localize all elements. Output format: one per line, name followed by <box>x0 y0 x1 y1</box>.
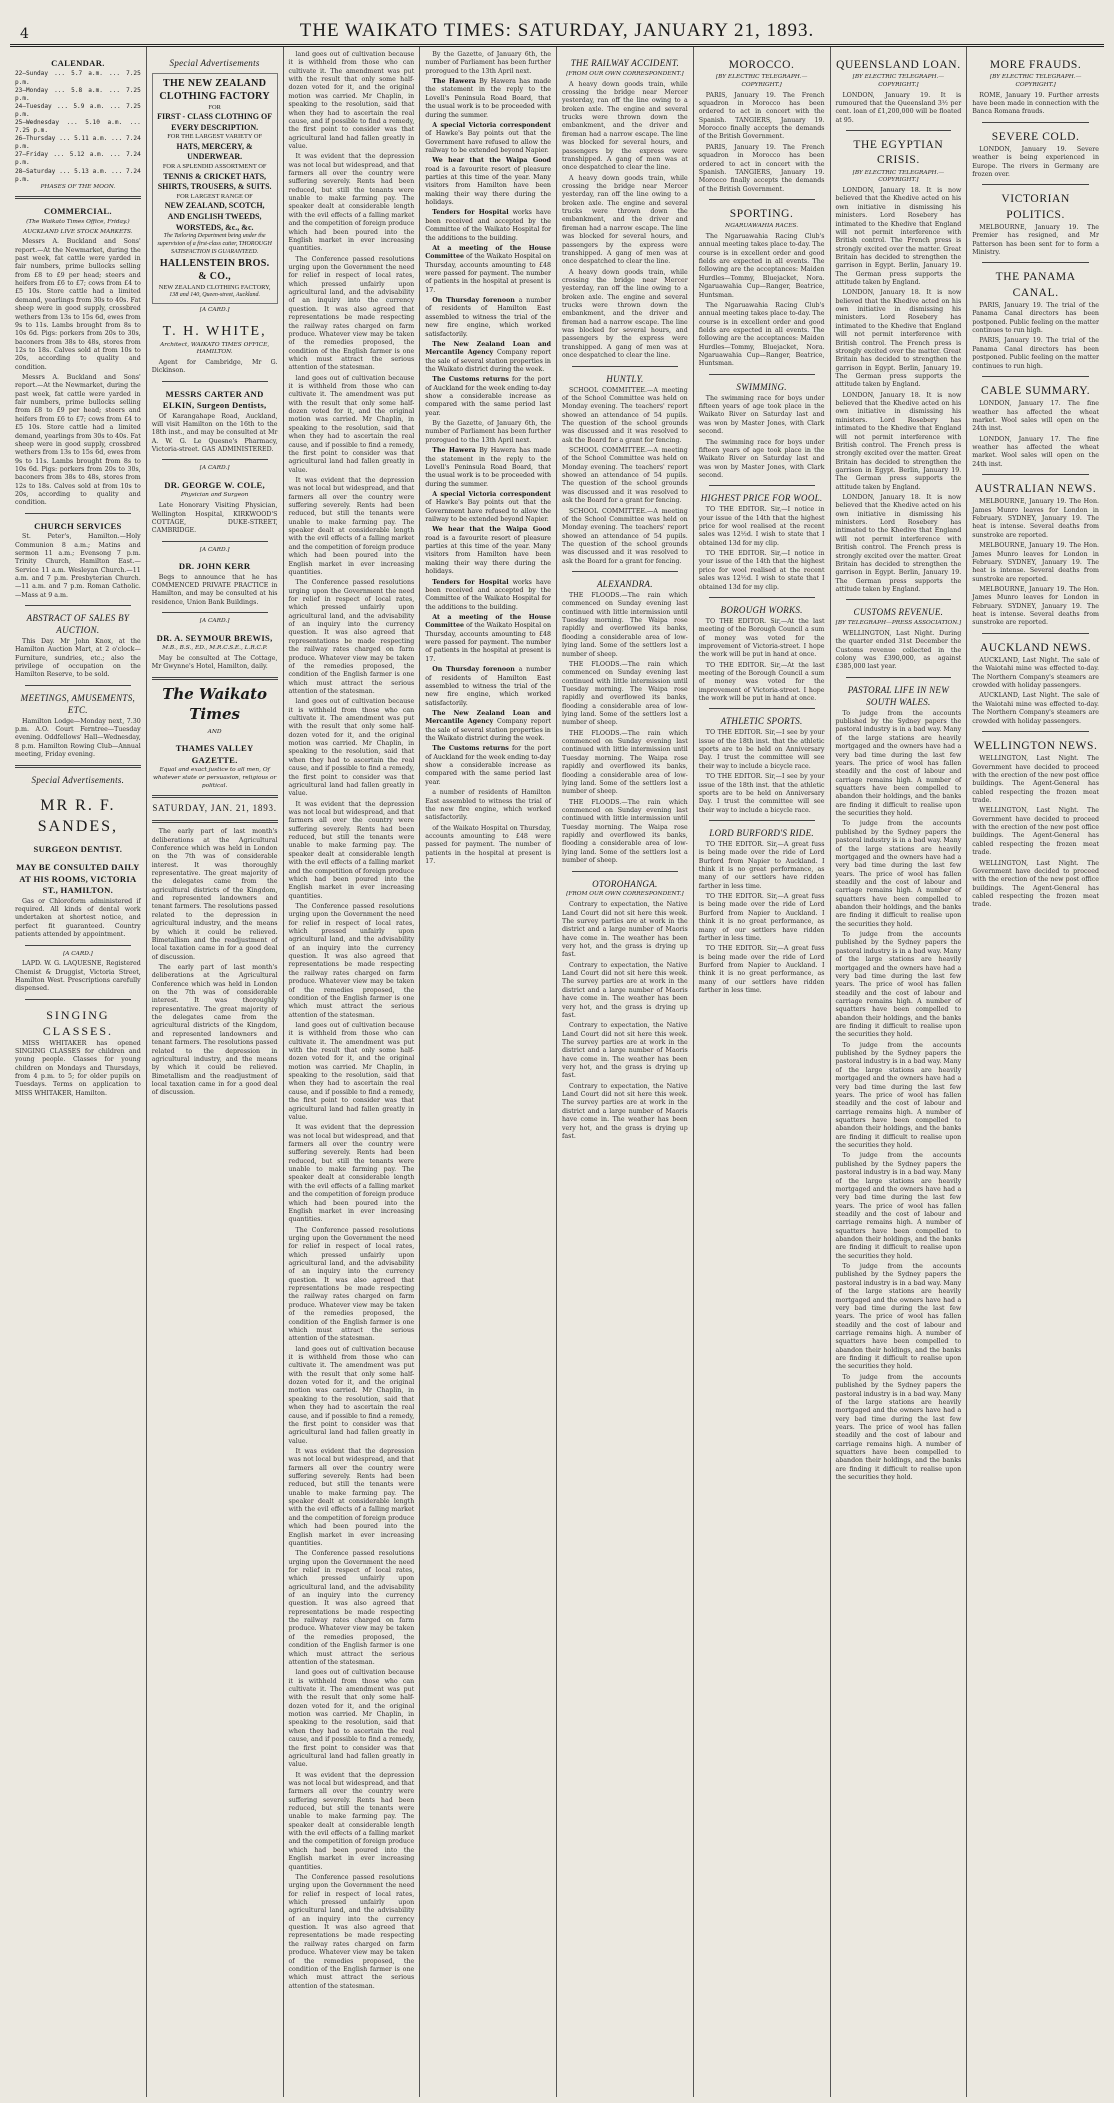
col3-text-16: land goes out of cultivation because it is withheld from those who can cultivate it. The amendment was put with the result that only some half-dozen voted for it, and the original motion was carried. Mr Chaplin, in speaking to the resolution, said that when they had to ascertain the real cause, and if possible to find a remedy, the first point to consider was that agricultural land had fallen greatly in value. <box>288 1669 415 1769</box>
athletic-text: TO THE EDITOR. Sir,—I see by your issue of the 18th inst. that the athletic sports are to be held on Anniversary Day. I trust the committee will see their way to include a bicycle race. <box>698 729 825 770</box>
church-text: St. Peter's, Hamilton.—Holy Communion 8 a.m.; Matins and sermon 11 a.m.; Evensong 7 p.m. Trinity Church, Hamilton East.—Service 11 a.m. Wesleyan Church.—11 a.m. and 7 p.m. Presbyterian Church.—11 a.m. and 7 p.m. Roman Catholic.—Mass at 9 a.m. <box>15 533 141 599</box>
column-7 <box>831 47 968 2097</box>
pastoral-text-7: To judge from the accounts published by the Sydney papers the pastoral industry is in a bad way. Many of the large stations are heavily mortgaged and the owners have had a very bad time during the last few years. The price of wool has fallen steadily and the cost of labour and carriage remains high. A number of squatters have been compelled to abandon their holdings, and the banks are finding it difficult to realise upon the securities they hold. <box>835 1373 962 1482</box>
frauds-sub: [BY ELECTRIC TELEGRAPH.—COPYRIGHT.] <box>989 74 1082 88</box>
railway-text-3: A heavy down goods train, while crossing the bridge near Mercer yesterday, ran off the line owing to a broken axle. The engine and several trucks were thrown down the embankment, and the driver and fireman had a narrow escape. The line was blocked for several hours, and passengers by the express were transhipped. A gang of men was at once despatched to clear the line. <box>562 268 688 360</box>
col4-body-18: for the port of Auckland for the week ending to-day show a considerable increase as compared with the same period last year. <box>425 745 552 786</box>
nz-clothing-ad <box>152 73 278 304</box>
col4-body-14: works have been received and accepted by the Committee of the Waikato Hospital for the additions to the building. <box>425 578 551 611</box>
otorohanga-heading: OTOROHANGA. <box>592 878 658 889</box>
col4-head-10: A special Victoria correspondent <box>432 490 551 498</box>
meetings-heading: MEETINGS, AMUSEMENTS, ETC. <box>20 692 136 715</box>
col4-body-5: works have been received and accepted by the Committee of the Waikato Hospital for the additions to the building. <box>425 209 551 242</box>
sporting-text: The Ngaruawahia Racing Club's annual meeting takes place to-day. The course is in excellent order and good fields are expected in all events. The following are the acceptances: Maiden Hurdles—Tommy, Bluejacket, Nora. Ngaruawahia Cup—Ranger, Beatrice, Huntsman. <box>698 232 825 299</box>
otorohanga-text: Contrary to expectation, the Native Land Court did not sit here this week. The survey parties are at work in the district and a large number of Maoris have come in. The weather has been very hot, and the grass is drying up fast. <box>562 901 688 959</box>
auckland-heading: AUCKLAND NEWS. <box>979 641 1092 654</box>
col4-text-20: of the Waikato Hospital on Thursday, accounts amounting to £48 were passed for payment. The number of patients in the hospital at present is 17. <box>425 824 551 866</box>
col4-body-12: of Hawke's Bay points out that the Government have refused to allow the railway to be extended beyond Napier. <box>425 499 551 524</box>
calendar-row: 22—Sunday ... 5.7 a.m. ... 7.25 p.m. <box>15 70 141 86</box>
meetings-text: Hamilton Lodge—Monday next, 7.30 p.m. A.O. Court Ferntree—Tuesday evening. Oddfellows' Hall—Wednesday, 8 p.m. Hamilton Rowing Club—Annual meeting, Friday evening. <box>15 717 141 759</box>
col4-body-8: Company report the sale of several station properties in the Waikato district during the week. <box>425 349 551 373</box>
burford-text: TO THE EDITOR. Sir,—A great fuss is being made over the ride of Lord Burford from Napier to Auckland. I think it is no great performance, as many of our settlers have ridden farther in less time. <box>698 840 825 890</box>
calendar-heading: CALENDAR. <box>51 58 105 68</box>
australian-text: MELBOURNE, January 19. The Hon. James Munro leaves for London in February. SYDNEY, January 19. The heat is intense. Several deaths from sunstroke are reported. <box>972 498 1099 539</box>
wool-heading: HIGHEST PRICE FOR WOOL. <box>700 493 823 504</box>
column-6 <box>694 47 831 2097</box>
borough-heading: BOROUGH WORKS. <box>720 604 803 615</box>
col4-body-9: for the port of Auckland for the week ending to-day show a considerable increase as compared with the same period last year. <box>425 376 552 417</box>
nz-clothing-title: THE NEW ZEALAND <box>163 77 267 89</box>
col3-text-6: The Conference passed resolutions urging upon the Government the need for relief in respect of local rates, which pressed unfairly upon agricultural land, and the advisability of an inquiry into the currency question. It was also agreed that representations be made respecting the railway rates charged on farm produce. Whatever view may be taken of the remedies proposed, the condition of the English farmer is one which must attract the serious attention of the statesman. <box>288 579 415 695</box>
ad-hallenstein: HALLENSTEIN BROS. & CO., <box>159 258 270 283</box>
col3-text-9: The Conference passed resolutions urging upon the Government the need for relief in respect of local rates, which pressed unfairly upon agricultural land, and the advisability of an inquiry into the currency question. It was also agreed that representations be made respecting the railway rates charged on farm produce. Whatever view may be taken of the remedies proposed, the condition of the English farmer is one which must attract the serious attention of the statesman. <box>288 902 415 1019</box>
col4-body-13: road is a favourite resort of pleasure parties at this time of the year. Many visitors from Hamilton have been making their way there during the holidays. <box>425 534 551 576</box>
egypt-heading: THE EGYPTIAN CRISIS. <box>853 139 944 167</box>
ad-largest: FOR THE LARGEST VARIETY OF <box>167 133 263 141</box>
ad-range: FOR LARGEST RANGE OF <box>176 192 253 200</box>
special-ads-heading: Special Advertisements. <box>31 774 125 785</box>
col4-item-2 <box>425 78 551 120</box>
column-2 <box>147 47 284 2097</box>
cold-text: LONDON, January 19. Severe weather is being experienced in Europe. The rivers in Germany are frozen over. <box>972 146 1099 179</box>
alexandra-text-4: THE FLOODS.—The rain which commenced on Sunday evening last continued with little intermission until Tuesday morning. The Waipa rose rapidly and overflowed its banks, flooding a considerable area of low-lying land. Some of the settlers lost a number of sheep. <box>562 798 688 865</box>
cole-name: DR. GEORGE W. COLE, <box>164 480 265 491</box>
col4-item-17 <box>425 710 551 743</box>
commercial-heading: COMMERCIAL. <box>43 206 112 217</box>
col3-text-13: land goes out of cultivation because it is withheld from those who can cultivate it. The amendment was put with the result that only some half-dozen voted for it, and the original motion was carried. Mr Chaplin, in speaking to the resolution, said that when they had to ascertain the real cause, and if possible to find a remedy, the first point to consider was that agricultural land had fallen greatly in value. <box>288 1345 415 1445</box>
pastoral-text-2: To judge from the accounts published by the Sydney papers the pastoral industry is in a bad way. Many of the large stations are heavily mortgaged and the owners have had a very bad time during the last few years. The price of wool has fallen steadily and the cost of labour and carriage remains high. A number of squatters have been compelled to abandon their holdings, and the banks are finding it difficult to realise upon the securities they hold. <box>835 820 962 928</box>
calendar-row: 28—Saturday ... 5.13 a.m. ... 7.24 p.m. <box>15 167 141 183</box>
pastoral-text-4: To judge from the accounts published by the Sydney papers the pastoral industry is in a bad way. Many of the large stations are heavily mortgaged and the owners have had a very bad time during the last few years. The price of wool has fallen steadily and the cost of labour and carriage remains high. A number of squatters have been compelled to abandon their holdings, and the banks are finding it difficult to realise upon the securities they hold. <box>835 1041 962 1150</box>
column-1 <box>10 47 147 2097</box>
calendar-row: 23—Monday ... 5.8 a.m. ... 7.25 p.m. <box>15 86 141 102</box>
column-4 <box>420 47 557 2097</box>
col3-text-18: The Conference passed resolutions urging upon the Government the need for relief in respect of local rates, which pressed unfairly upon agricultural land, and the advisability of an inquiry into the currency question. It was also agreed that representations be made respecting the railway rates charged on farm produce. Whatever view may be taken of the remedies proposed, the condition of the English farmer is one which must attract the serious attention of the statesman. <box>288 1873 415 1990</box>
col4-head-3: We hear that the Waipa Good <box>432 157 551 165</box>
col4-item-14 <box>425 579 551 612</box>
col3-text-14: It was evident that the depression was not local but widespread, and that farmers all over the country were suffering severely. Rents had been reduced, but still the tenants were unable to make farming pay. The speaker dealt at considerable length with the evil effects of a falling market and the competition of foreign produce which had been poured into the English market in ever increasing quantities. <box>288 1447 415 1547</box>
col4-text-1: By the Gazette, of January 6th, the number of Parliament has been further prorogued to the 13th April next. <box>425 51 551 75</box>
col4-body-15: of the Waikato Hospital on Thursday, accounts amounting to £48 were passed for payment. The number of patients in the hospital at present is 17. <box>425 622 551 663</box>
railway-heading: THE RAILWAY ACCIDENT. <box>570 58 680 68</box>
auckland-text-2: AUCKLAND, Last Night. The sale of the Waiotahi mine was effected to-day. The Northern Company's steamers are crowded with holiday passengers. <box>972 692 1099 725</box>
col4-head-1: The Hawera <box>432 78 476 86</box>
morocco-sub: [BY ELECTRIC TELEGRAPH.—COPYRIGHT.] <box>715 74 808 88</box>
church-heading: CHURCH SERVICES <box>34 520 122 531</box>
col3-text-12: The Conference passed resolutions urging upon the Government the need for relief in respect of local rates, which pressed unfairly upon agricultural land, and the advisability of an inquiry into the currency question. It was also agreed that representations be made respecting the railway rates charged on farm produce. Whatever view may be taken of the remedies proposed, the condition of the English farmer is one which must attract the serious attention of the statesman. <box>288 1226 415 1343</box>
ad-tailoring: The Tailoring Department being under the supervision of a first-class cutter, THOROUGH SATISFACTION IS GUARANTEED. <box>157 233 272 256</box>
col3-text-11: It was evident that the depression was not local but widespread, and that farmers all over the country were suffering severely. Rents had been reduced, but still the tenants were unable to make farming pay. The speaker dealt at considerable length with the evil effects of a falling market and the competition of foreign produce which had been poured into the English market in ever increasing quantities. <box>288 1124 415 1224</box>
burford-heading: LORD BURFORD'S RIDE. <box>709 827 814 838</box>
cole-text: Late Honorary Visiting Physician, Wellington Hospital, KIRKWOOD'S COTTAGE, DUKE-STREET, CAMBRIDGE. <box>151 502 278 535</box>
page-number: 4 <box>20 26 29 42</box>
white-sub: Architect, WAIKATO TIMES OFFICE, HAMILTON. <box>160 341 270 356</box>
calendar-row: 27—Friday ... 5.12 a.m. ... 7.24 p.m. <box>15 151 141 167</box>
burford-text-3: TO THE EDITOR. Sir,—A great fuss is being made over the ride of Lord Burford from Napier to Auckland. I think it is no great performance, as many of our settlers have ridden farther in less time. <box>698 945 825 995</box>
huntly-text-3: SCHOOL COMMITTEE.—A meeting of the School Committee was held on Monday evening. The teachers' report showed an attendance of 54 pupils. The question of the school grounds was discussed and it was resolved to ask the Board for a grant for fencing. <box>562 507 688 565</box>
customs-text: WELLINGTON, Last Night. During the quarter ended 31st December the Customs revenue collected in the colony was £390,000, as against £385,000 last year. <box>835 630 962 671</box>
col4-body-2: By Hawera has made the statement in the reply to the Lovell's Peninsula Road Board, that the usual work is to be proceeded with during the summer. <box>425 78 551 119</box>
col4-item-9 <box>425 376 551 418</box>
wool-text-2: TO THE EDITOR. Sir,—I notice in your issue of the 14th that the highest price for wool realised at the recent sales was 12½d. I wish to state that I obtained 13d for my clip. <box>698 550 825 591</box>
abstract-heading: ABSTRACT OF SALES BY AUCTION. <box>26 613 130 636</box>
calendar-row: 24—Tuesday ... 5.9 a.m. ... 7.25 p.m. <box>15 102 141 118</box>
swimming-text-2: The swimming race for boys under fifteen years of age took place in the Waikato River on Saturday last and was won by Master Jones, with Clark second. <box>698 438 825 479</box>
col3-text-15: The Conference passed resolutions urging upon the Government the need for relief in respect of local rates, which pressed unfairly upon agricultural land, and the advisability of an inquiry into the currency question. It was also agreed that representations be made respecting the railway rates charged on farm produce. Whatever view may be taken of the remedies proposed, the condition of the English farmer is one which must attract the serious attention of the statesman. <box>288 1550 415 1666</box>
col3-text-17: It was evident that the depression was not local but widespread, and that farmers all over the country were suffering severely. Rents had been reduced, but still the tenants were unable to make farming pay. The speaker dealt at considerable length with the evil effects of a falling market and the competition of foreign produce which had been poured into the English market in ever increasing quantities. <box>288 1771 415 1871</box>
egypt-text-3: LONDON, January 18. It is now believed that the Khedive acted on his own initiative in dismissing his ministers. Lord Rosebery has intimated to the Khedive that England will not permit interference with British control. The French press is strongly excited over the matter. Great Britain has decided to strengthen the garrison in Egypt. Berlin, January 19. The German press supports the attitude taken by England. <box>835 391 962 491</box>
col4-head-8: The Customs returns <box>432 376 509 384</box>
australian-text-2: MELBOURNE, January 19. The Hon. James Munro leaves for London in February. SYDNEY, January 19. The heat is intense. Several deaths from sunstroke are reported. <box>972 542 1099 583</box>
queensland-sub: [BY ELECTRIC TELEGRAPH.—COPYRIGHT.] <box>852 74 945 88</box>
alexandra-text: THE FLOODS.—The rain which commenced on Sunday evening last continued with little intermission until Tuesday morning. The Waipa rose rapidly and overflowed its banks, flooding a considerable area of low-lying land. Some of the settlers lost a number of sheep. <box>562 592 688 658</box>
col4-head-14: On Thursday forenoon <box>432 666 515 674</box>
alexandra-text-3: THE FLOODS.—The rain which commenced on Sunday evening last continued with little intermission until Tuesday morning. The Waipa rose rapidly and overflowed its banks, flooding a considerable area of low-lying land. Some of the settlers lost a number of sheep. <box>562 729 688 796</box>
col4-item-11 <box>425 447 551 489</box>
kerr-text: Begs to announce that he has COMMENCED PRIVATE PRACTICE in Hamilton, and may be consulted at his residence, Union Bank Buildings. <box>151 573 278 606</box>
masthead <box>10 8 1104 47</box>
dateline: SATURDAY, JAN. 21, 1893. <box>152 803 277 814</box>
cable-text: LONDON, January 17. The fine weather has affected the wheat market. Wool sales will open on the 24th inst. <box>972 400 1099 433</box>
card-label-2: [A CARD.] <box>199 465 230 472</box>
ad-hallenstein-addr: 138 and 140, Queen-street, Auckland. <box>169 292 261 299</box>
sporting-text-2: The Ngaruawahia Racing Club's annual meeting takes place to-day. The course is in excellent order and good fields are expected in all events. The following are the acceptances: Maiden Hurdles—Tommy, Bluejacket, Nora. Ngaruawahia Cup—Ranger, Beatrice, Huntsman. <box>698 301 825 368</box>
col4-body-16: a number of residents of Hamilton East assembled to witness the trial of the new fire engine, which worked satisfactorily. <box>425 666 551 707</box>
col4-body-6: of the Waikato Hospital on Thursday, accounts amounting to £48 were passed for payment. The number of patients in the hospital at present is 17. <box>425 253 551 294</box>
cold-heading: SEVERE COLD. <box>991 130 1080 143</box>
special-ads-heading-2: Special Advertisements <box>169 58 260 68</box>
swimming-text: The swimming race for boys under fifteen years of age took place in the Waikato River on Saturday last and was won by Master Jones, with Clark second. <box>698 394 825 436</box>
paper-name: The Waikato Times <box>162 684 268 723</box>
ad-first-class: FIRST - CLASS CLOTHING OF EVERY DESCRIPTION. <box>157 112 273 132</box>
abstract-text: This Day. Mr John Knox, at the Hamilton Auction Mart, at 2 o'clock—Furniture, sundries, etc.; also the privilege of occupation on the Hamilton Reserve, to be sold. <box>15 638 141 679</box>
card-label-3: [A CARD.] <box>199 546 230 553</box>
col4-head-15: The New Zealand Loan and Mercantile Agency <box>425 709 551 726</box>
paper-and: AND <box>207 728 222 735</box>
cole-sub: Physician and Surgeon <box>180 492 249 499</box>
col3-text-2: It was evident that the depression was not local but widespread, and that farmers all over the country were suffering severely. Rents had been reduced, but still the tenants were unable to make farming pay. The speaker dealt at considerable length with the evil effects of a falling market and the competition of foreign produce which had been poured into the English market in ever increasing quantities. <box>288 153 415 253</box>
carter-text: Of Karangahape Road, Auckland, will visit Hamilton on the 16th to the 18th inst., and may be consulted at Mr A. W. G. Le Quesne's Pharmacy, Victoria-street. GAS ADMINISTERED. <box>151 412 278 453</box>
otorohanga-sub: [FROM OUR OWN CORRESPONDENT.] <box>566 891 684 898</box>
col4-body-17: Company report the sale of several station properties in the Waikato district during the week. <box>425 718 551 743</box>
wellington-text-2: WELLINGTON, Last Night. The Government have decided to proceed with the erection of the new post office buildings. The Agent-General has cabled respecting the frozen meat trade. <box>972 807 1099 857</box>
col3-text-8: It was evident that the depression was not local but widespread, and that farmers all over the country were suffering severely. Rents had been reduced, but still the tenants were unable to make farming pay. The speaker dealt at considerable length with the evil effects of a falling market and the competition of foreign produce which had been poured into the English market in ever increasing quantities. <box>288 800 415 900</box>
wellington-heading: WELLINGTON NEWS. <box>973 739 1098 752</box>
commercial-sub2: AUCKLAND LIVE STOCK MARKETS. <box>23 228 133 235</box>
huntly-text-2: SCHOOL COMMITTEE.—A meeting of the School Committee was held on Monday evening. The teachers' report showed an attendance of 54 pupils. The question of the school grounds was discussed and it was resolved to ask the Board for a grant for fencing. <box>562 447 688 505</box>
swimming-heading: SWIMMING. <box>736 381 787 392</box>
col4-text-10: By the Gazette, of January 6th, the number of Parliament has been further prorogued to the 13th April next. <box>425 420 551 444</box>
col3-text-4: land goes out of cultivation because it is withheld from those who can cultivate it. The amendment was put with the result that only some half-dozen voted for it, and the original motion was carried. Mr Chaplin, in speaking to the resolution, said that when they had to ascertain the real cause, and if possible to find a remedy, the first point to consider was that agricultural land had fallen greatly in value. <box>288 374 415 474</box>
commercial-text-2: Messrs A. Buckland and Sons' report.—At the Newmarket, during the past week, fat cattle were yarded in fair numbers, prime bullocks selling from £8 to £9 per head; steers and heifers from £6 to £7; cows from £4 to £5 10s. Store cattle had a limited demand, yearlings from 30s to 40s. Fat sheep were in good supply, crossbred wethers from 13s to 15s 6d, ewes from 9s to 11s. Lambs brought from 8s to 10s 6d. Pigs: porkers from 20s to 30s, baconers from 38s to 48s, stores from 12s to 18s. Calves sold at from 10s to 20s, according to quality and condition. <box>15 374 141 507</box>
pastoral-text-6: To judge from the accounts published by the Sydney papers the pastoral industry is in a bad way. Many of the large stations are heavily mortgaged and the owners have had a very bad time during the last few years. The price of wool has fallen steadily and the cost of labour and carriage remains high. A number of squatters have been compelled to abandon their holdings, and the banks are finding it difficult to realise upon the securities they hold. <box>835 1263 962 1371</box>
ad-tennis: TENNIS & CRICKET HATS, SHIRTS, TROUSERS, & SUITS. <box>157 171 272 192</box>
col4-item-3 <box>425 122 551 155</box>
col4-item-12 <box>425 491 551 524</box>
morocco-text: PARIS, January 19. The French squadron in Morocco has been ordered to act in concert with the Spanish. TANGIERS, January 19. Morocco finally accepts the demands of the British Government. <box>698 91 825 141</box>
column-8 <box>967 47 1104 2097</box>
card-label-1: [A CARD.] <box>199 307 230 314</box>
kerr-name: DR. JOHN KERR <box>178 561 251 572</box>
victorian-heading: VICTORIAN POLITICS. <box>1001 193 1070 221</box>
frauds-text: ROME, January 19. Further arrests have been made in connection with the Banca Romana frauds. <box>972 91 1099 116</box>
seymour-name: DR. A. SEYMOUR BREWIS, <box>156 632 273 643</box>
singing-text: MISS WHITAKER has opened SINGING CLASSES for children and young people. Classes for young children on Mondays and Thursdays, from 4 p.m. to 5; for older pupils on Tuesdays. Terms on application to MISS WHITAKER, Hamilton. <box>15 1039 141 1097</box>
col4-head-9: The Hawera <box>432 447 476 455</box>
card-label-4: [A CARD.] <box>199 618 230 625</box>
col4-head-7: The New Zealand Loan and Mercantile Agency <box>425 340 551 357</box>
egypt-text-4: LONDON, January 18. It is now believed that the Khedive acted on his own initiative in dismissing his ministers. Lord Rosebery has intimated to the Khedive that England will not permit interference with British control. The French press is strongly excited over the matter. Great Britain has decided to strengthen the garrison in Egypt. Berlin, January 19. The German press supports the attitude taken by England. <box>835 494 962 593</box>
sporting-heading: SPORTING. <box>729 208 794 220</box>
nz-clothing-factory: CLOTHING FACTORY <box>159 91 270 103</box>
huntly-heading: HUNTLY. <box>606 373 644 384</box>
seymour-sub: M.B., B.S., ED., M.R.C.S.E., L.R.C.P. <box>162 645 268 652</box>
col4-item-13 <box>425 526 551 576</box>
huntly-text: SCHOOL COMMITTEE.—A meeting of the School Committee was held on Monday evening. The teachers' report showed an attendance of 54 pupils. The question of the school grounds was discussed and it was resolved to ask the Board for a grant for fencing. <box>562 386 688 444</box>
ad-splendid: FOR A SPLENDID ASSORTMENT OF <box>162 163 267 171</box>
leader-text: The early part of last month's deliberations at the Agricultural Conference which was held in London on the 7th was of considerable interest. It was thoroughly representative. The great majority of the delegates came from the agricultural districts of the Kingdom, and represented landowners and tenant farmers. The resolutions passed related to the depression in agricultural industry, and the means by which it could be relieved. Bimetallism and the readjustment of local taxation came in for a good deal of discussion. <box>151 828 278 961</box>
col4-text-19: a number of residents of Hamilton East assembled to witness the trial of the new fire engine, which worked satisfactorily. <box>425 789 551 822</box>
egypt-sub: [BY ELECTRIC TELEGRAPH.—COPYRIGHT.] <box>852 169 945 184</box>
otorohanga-text-4: Contrary to expectation, the Native Land Court did not sit here this week. The survey parties are at work in the district and a large number of Maoris have come in. The weather has been very hot, and the grass is drying up fast. <box>562 1082 688 1140</box>
commercial-sub: (The Waikato Times Office, Friday.) <box>26 218 130 225</box>
athletic-heading: ATHLETIC SPORTS. <box>720 716 803 727</box>
borough-text: TO THE EDITOR. Sir,—At the last meeting of the Borough Council a sum of money was voted for the improvement of Victoria-street. I hope the work will be put in hand at once. <box>698 617 825 659</box>
col4-item-5 <box>425 209 551 242</box>
white-agent: Agent for Cambridge, Mr G. Dickinson. <box>151 358 278 375</box>
victorian-text: MELBOURNE, January 19. The Premier has resigned, and Mr Patterson has been sent for to form a Ministry. <box>972 224 1099 257</box>
queensland-text: LONDON, January 19. It is rumoured that the Queensland 3½ per cent. loan of £1,200,000 will be floated at 95. <box>835 91 962 124</box>
panama-text-2: PARIS, January 19. The trial of the Panama Canal directors has been postponed. Public feeling on the matter continues to run high. <box>972 337 1099 370</box>
calendar-table <box>15 70 141 183</box>
lapd-card: [A CARD.] <box>62 950 93 957</box>
auckland-text: AUCKLAND, Last Night. The sale of the Waiotahi mine was effected to-day. The Northern Company's steamers are crowded with holiday passengers. <box>972 657 1099 690</box>
col4-head-11: We hear that the Waipa Good <box>432 526 551 534</box>
calendar-row: 26—Thursday ... 5.11 a.m. ... 7.24 p.m. <box>15 135 141 151</box>
col4-item-6 <box>425 245 551 295</box>
otorohanga-text-3: Contrary to expectation, the Native Land Court did not sit here this week. The survey parties are at work in the district and a large number of Maoris have come in. The weather has been very hot, and the grass is drying up fast. <box>562 1022 688 1080</box>
col4-item-4 <box>425 157 551 207</box>
ad-hallenstein-sub: NEW ZEALAND CLOTHING FACTORY, <box>158 283 271 291</box>
panama-text: PARIS, January 19. The trial of the Panama Canal directors has been postponed. Public feeling on the matter continues to run high. <box>972 302 1099 335</box>
col4-body-11: By Hawera has made the statement in the reply to the Lovell's Peninsula Road Board, that the usual work is to be proceeded with during the summer. <box>425 447 551 488</box>
col4-item-15 <box>425 614 551 664</box>
columns <box>10 47 1104 2097</box>
col3-text-7: land goes out of cultivation because it is withheld from those who can cultivate it. The amendment was put with the result that only some half-dozen voted for it, and the original motion was carried. Mr Chaplin, in speaking to the resolution, said that when they had to ascertain the real cause, and if possible to find a remedy, the first point to consider was that agricultural land had fallen greatly in value. <box>288 698 415 798</box>
railway-sub: [FROM OUR OWN CORRESPONDENT.] <box>566 70 684 77</box>
sandes-text: MAY BE CONSULTED DAILY AT HIS ROOMS, VICTORIA ST., HAMILTON. <box>16 862 140 896</box>
sandes-sub: SURGEON DENTIST. <box>33 844 123 855</box>
col3-text-5: It was evident that the depression was not local but widespread, and that farmers all over the country were suffering severely. Rents had been reduced, but still the tenants were unable to make farming pay. The speaker dealt at considerable length with the evil effects of a falling market and the competition of foreign produce which had been poured into the English market in ever increasing quantities. <box>288 476 415 576</box>
alexandra-text-2: THE FLOODS.—The rain which commenced on Sunday evening last continued with little intermission until Tuesday morning. The Waipa rose rapidly and overflowed its banks, flooding a considerable area of low-lying land. Some of the settlers lost a number of sheep. <box>562 660 688 727</box>
cable-text-2: LONDON, January 17. The fine weather has affected the wheat market. Wool sales will open on the 24th inst. <box>972 435 1099 468</box>
customs-sub: [BY TELEGRAPH—PRESS ASSOCIATION.] <box>835 620 962 627</box>
pastoral-text: To judge from the accounts published by the Sydney papers the pastoral industry is in a bad way. Many of the large stations are heavily mortgaged and the owners have had a very bad time during the last few years. The price of wool has fallen steadily and the cost of labour and carriage remains high. A number of squatters have been compelled to abandon their holdings, and the banks are finding it difficult to realise upon the securities they hold. <box>835 709 962 818</box>
cable-heading: CABLE SUMMARY. <box>981 384 1091 397</box>
col4-body-7: a number of residents of Hamilton East assembled to witness the trial of the new fire engine, which worked satisfactorily. <box>425 297 551 338</box>
australian-text-3: MELBOURNE, January 19. The Hon. James Munro leaves for London in February. SYDNEY, January 19. The heat is intense. Several deaths from sunstroke are reported. <box>972 585 1099 627</box>
ad-hats: HATS, MERCERY, & UNDERWEAR. <box>176 141 253 162</box>
singing-heading: SINGING CLASSES. <box>42 1007 114 1038</box>
panama-heading: THE PANAMA CANAL. <box>995 271 1076 299</box>
col4-head-12: Tenders for Hospital <box>432 578 509 586</box>
morocco-heading: MOROCCO. <box>728 59 795 71</box>
sandes-more: Gas or Chloroform administered if required. All kinds of dental work undertaken at shortest notice, and perfect fit guaranteed. Country patients attended by appointment. <box>15 897 141 939</box>
col4-head-4: Tenders for Hospital <box>432 209 509 217</box>
otorohanga-text-2: Contrary to expectation, the Native Land Court did not sit here this week. The survey parties are at work in the district and a large number of Maoris have come in. The weather has been very hot, and the grass is drying up fast. <box>562 961 688 1019</box>
col3-text-1: land goes out of cultivation because it is withheld from those who can cultivate it. The amendment was put with the result that only some half-dozen voted for it, and the original motion was carried. Mr Chaplin, in speaking to the resolution, said that when they had to ascertain the real cause, and if possible to find a remedy, the first point to consider was that agricultural land had fallen greatly in value. <box>288 51 415 150</box>
pastoral-text-3: To judge from the accounts published by the Sydney papers the pastoral industry is in a bad way. Many of the large stations are heavily mortgaged and the owners have had a very bad time during the last few years. The price of wool has fallen steadily and the cost of labour and carriage remains high. A number of squatters have been compelled to abandon their holdings, and the banks are finding it difficult to realise upon the securities they hold. <box>835 931 962 1039</box>
wellington-text: WELLINGTON, Last Night. The Government have decided to proceed with the erection of the new post office buildings. The Agent-General has cabled respecting the frozen meat trade. <box>972 755 1099 804</box>
newspaper-title: THE WAIKATO TIMES: SATURDAY, JANUARY 21, 1893. <box>299 20 815 41</box>
col3-text-10: land goes out of cultivation because it is withheld from those who can cultivate it. The amendment was put with the result that only some half-dozen voted for it, and the original motion was carried. Mr Chaplin, in speaking to the resolution, said that when they had to ascertain the real cause, and if possible to find a remedy, the first point to consider was that agricultural land had fallen greatly in value. <box>288 1021 415 1121</box>
leader-text-2: The early part of last month's deliberations at the Agricultural Conference which was held in London on the 7th was of considerable interest. It was thoroughly representative. The great majority of the delegates came from the agricultural districts of the Kingdom, and represented landowners and tenant farmers. The resolutions passed related to the depression in agricultural industry, and the means by which it could be relieved. Bimetallism and the readjustment of local taxation came in for a good deal of discussion. <box>151 963 278 1097</box>
wellington-text-3: WELLINGTON, Last Night. The Government have decided to proceed with the erection of the new post office buildings. The Agent-General has cabled respecting the frozen meat trade. <box>972 859 1099 909</box>
column-3 <box>284 47 421 2097</box>
column-5 <box>557 47 694 2097</box>
railway-text-2: A heavy down goods train, while crossing the bridge near Mercer yesterday, ran off the line owing to a broken axle. The engine and several trucks were thrown down the embankment, and the driver and fireman had a narrow escape. The line was blocked for several hours, and passengers by the express were transhipped. A gang of men was at once despatched to clear the line. <box>562 174 688 266</box>
col3-text-3: The Conference passed resolutions urging upon the Government the need for relief in respect of local rates, which pressed unfairly upon agricultural land, and the advisability of an inquiry into the currency question. It was also agreed that representations be made respecting the railway rates charged on farm produce. Whatever view may be taken of the remedies proposed, the condition of the English farmer is one which must attract the serious attention of the statesman. <box>288 255 415 372</box>
col4-head-13: At a meeting of the House Committee <box>425 614 551 630</box>
pastoral-heading: PASTORAL LIFE IN NEW SOUTH WALES. <box>847 684 949 707</box>
frauds-heading: MORE FRAUDS. <box>989 59 1082 71</box>
col4-body-3: of Hawke's Bay points out that the Government have refused to allow the railway to be extended beyond Napier. <box>425 130 551 154</box>
paper-motto: Equal and exact justice to all men, Of whatever state or persuasion, religious or political. <box>152 767 277 789</box>
carter-heading: MESSRS CARTER AND ELKIN, Surgeon Dentists, <box>162 388 267 411</box>
borough-text-2: TO THE EDITOR. Sir,—At the last meeting of the Borough Council a sum of money was voted for the improvement of Victoria-street. I hope the work will be put in hand at once. <box>698 661 825 703</box>
burford-text-2: TO THE EDITOR. Sir,—A great fuss is being made over the ride of Lord Burford from Napier to Auckland. I think it is no great performance, as many of our settlers have ridden farther in less time. <box>698 893 825 942</box>
col4-body-4: road is a favourite resort of pleasure parties at this time of the year. Many visitors from Hamilton have been making their way there during the holidays. <box>425 165 551 207</box>
commercial-text: Messrs A. Buckland and Sons' report.—At the Newmarket, during the past week, fat cattle were yarded in fair numbers, prime bullocks selling from £8 to £9 per head; steers and heifers from £6 to £7; cows from £4 to £5 10s. Store cattle had a limited demand, yearlings from 30s to 40s. Fat sheep were in good supply, crossbred wethers from 13s to 15s 6d, ewes from 9s to 11s. Lambs brought from 8s to 10s 6d. Pigs: porkers from 20s to 30s, baconers from 38s to 48s, stores from 12s to 18s. Calves sold at from 10s to 20s, according to quality and condition. <box>15 238 141 371</box>
egypt-text: LONDON, January 18. It is now believed that the Khedive acted on his own initiative in dismissing his ministers. Lord Rosebery has intimated to the Khedive that England will not permit interference with British control. The French press is strongly excited over the matter. Great Britain has decided to strengthen the garrison in Egypt. Berlin, January 19. The German press supports the attitude taken by England. <box>835 187 962 287</box>
customs-heading: CUSTOMS REVENUE. <box>853 607 944 618</box>
wool-text: TO THE EDITOR. Sir,—I notice in your issue of the 14th that the highest price for wool realised at the recent sales was 12½d. I wish to state that I obtained 13d for my clip. <box>698 506 825 547</box>
white-name: T. H. WHITE, <box>162 323 267 339</box>
lapd-text: LAPD. W. G. LAQUESNE, Registered Chemist & Druggist, Victoria Street, Hamilton West. Prescriptions carefully dispensed. <box>15 960 141 993</box>
col4-item-7 <box>425 297 551 339</box>
col4-item-18 <box>425 745 551 787</box>
railway-text: A heavy down goods train, while crossing the bridge near Mercer yesterday, ran off the line owing to a broken axle. The engine and several trucks were thrown down the embankment, and the driver and fireman had a narrow escape. The line was blocked for several hours, and passengers by the express were transhipped. A gang of men was at once despatched to clear the line. <box>562 80 688 172</box>
paper-sub: THAMES VALLEY GAZETTE. <box>175 743 254 765</box>
morocco-text-2: PARIS, January 19. The French squadron in Morocco has been ordered to act in concert with the Spanish. TANGIERS, January 19. Morocco finally accepts the demands of the British Government. <box>698 143 825 193</box>
pastoral-text-5: To judge from the accounts published by the Sydney papers the pastoral industry is in a bad way. Many of the large stations are heavily mortgaged and the owners have had a very bad time during the last few years. The price of wool has fallen steadily and the cost of labour and carriage remains high. A number of squatters have been compelled to abandon their holdings, and the banks are finding it difficult to realise upon the securities they hold. <box>835 1152 962 1260</box>
ad-tweeds: NEW ZEALAND, SCOTCH, AND ENGLISH TWEEDS, WORSTEDS, &c., &c. <box>164 201 265 232</box>
col4-head-16: The Customs returns <box>432 745 509 753</box>
sporting-sub: NGARUAWAHIA RACES. <box>725 223 799 230</box>
queensland-heading: QUEENSLAND LOAN. <box>836 59 961 71</box>
athletic-text-2: TO THE EDITOR. Sir,—I see by your issue of the 18th inst. that the athletic sports are to be held on Anniversary Day. I trust the committee will see their way to include a bicycle race. <box>698 773 825 814</box>
sandes-name: MR R. F. SANDES, <box>37 796 118 835</box>
col4-item-16 <box>425 666 551 708</box>
moon-phases: PHASES OF THE MOON. <box>40 183 116 190</box>
col4-head-5: At a meeting of the House Committee <box>425 244 551 261</box>
australian-heading: AUSTRALIAN NEWS. <box>974 483 1097 496</box>
col4-head-6: On Thursday forenoon <box>432 297 515 305</box>
egypt-text-2: LONDON, January 18. It is now believed that the Khedive acted on his own initiative in dismissing his ministers. Lord Rosebery has intimated to the Khedive that England will not permit interference with British control. The French press is strongly excited over the matter. Great Britain has decided to strengthen the garrison in Egypt. Berlin, January 19. The German press supports the attitude taken by England. <box>835 289 962 389</box>
col4-item-8 <box>425 341 551 374</box>
alexandra-heading: ALEXANDRA. <box>597 579 653 590</box>
col4-head-2: A special Victoria correspondent <box>432 121 551 129</box>
seymour-text: May be consulted at The Cottage, Mr Gwynne's Hotel, Hamilton, daily. <box>151 654 278 671</box>
ad-for: FOR <box>208 103 221 111</box>
calendar-row: 25—Wednesday ... 5.10 a.m. ... 7.25 p.m. <box>15 118 141 135</box>
